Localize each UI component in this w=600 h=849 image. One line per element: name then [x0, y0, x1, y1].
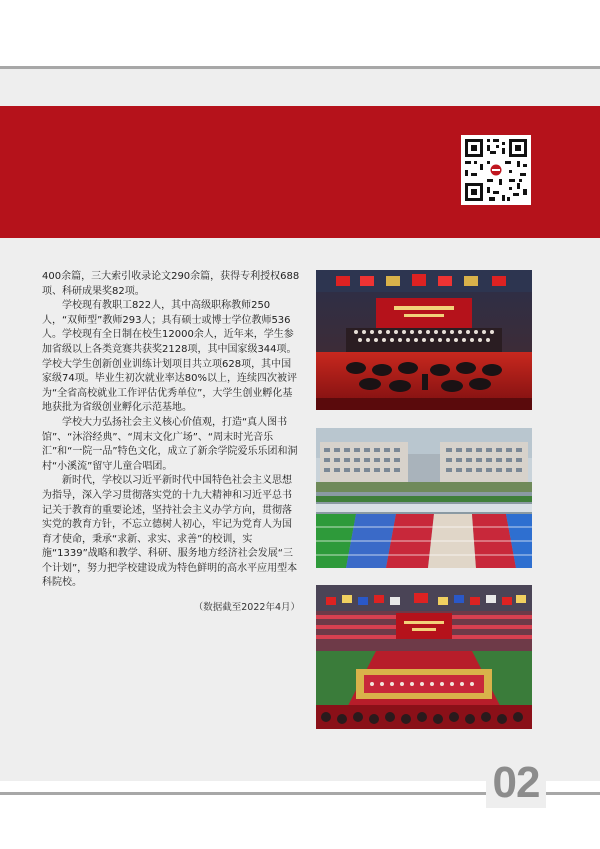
photo-gymnasium-ceremony [316, 585, 532, 729]
photo-concert [316, 270, 532, 410]
top-margin [0, 0, 600, 68]
paragraph-research: 400余篇，三大索引收录论文290余篇，获得专利授权688项、科研成果奖82项。 [42, 271, 300, 297]
qr-code-icon [461, 135, 531, 205]
paragraph-culture: 学校大力弘扬社会主义核心价值观，打造“真人图书馆”、“沐浴经典”、“周末文化广场”、“周末时光音乐汇”和“一院一品”特色文化，成立了新余学院爱乐乐团和洞村“小溪流”留守儿童合唱团。 [42, 416, 298, 472]
photo-campus-assembly [316, 428, 532, 568]
page-number: 02 [486, 758, 546, 808]
article-body [42, 270, 300, 616]
paragraph-new-era: 新时代，学校以习近平新时代中国特色社会主义思想为指导，深入学习贯彻落实党的十九大精神和习近平总书记关于教育的重要论述，坚持社会主义办学方向，贯彻落实党的教育方针，不忘立德树人初心，牢记为党育人为国育才使命，秉承“求新、求实、求善”的校训，实施“1339”战略和教学、科研、服务地方经济社会发展“三个计划”，努力把学校建设成为特色鲜明的高水平应用型本科院校。 [42, 475, 298, 589]
data-date-note: （数据截至2022年4月） [193, 602, 300, 614]
paragraph-staff-students: 学校现有教职工822人，其中高级职称教师250人，“双师型”教师293人；具有硕士或博士学位教师536人。学校现有全日制在校生12000余人，近年来，学生参加省级以上各类竞赛共获奖2128项，其中国家级344项。学校大学生创新创业训练计划项目共立项628项，其中国家级74项。毕业生初次就业率达80%以上，连续四次被评为“全省高校就业工作评估优秀单位”，大学生创业孵化基地获批为省级创业孵化示范基地。 [42, 300, 297, 414]
